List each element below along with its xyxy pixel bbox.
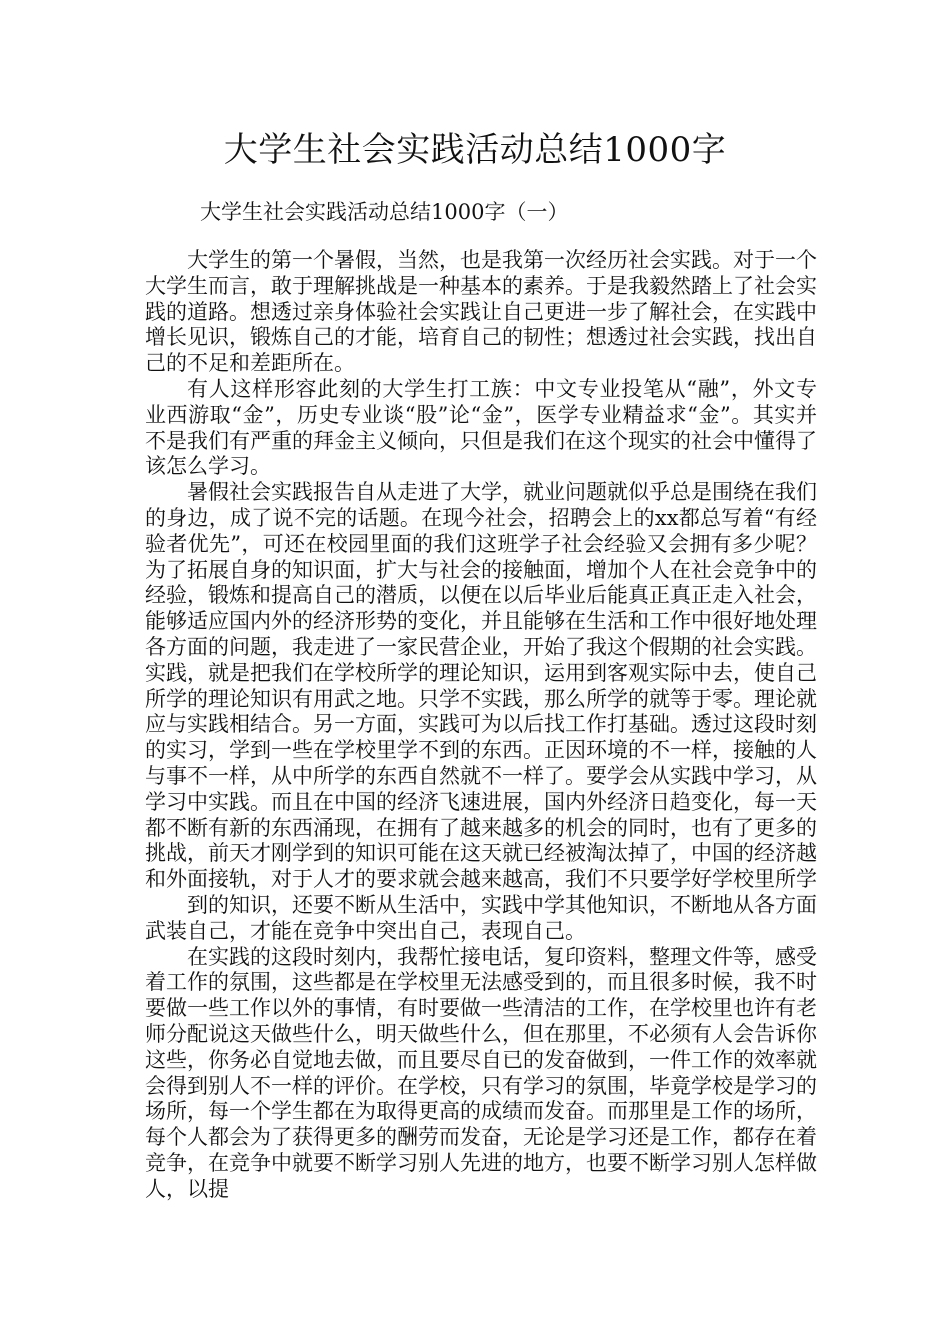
document-title: 大学生社会实践活动总结1000字	[223, 130, 727, 170]
paragraph-3: 暑假社会实践报告自从走进了大学，就业问题就似乎总是围绕在我们的身边，成了说不完的话题。在现今社会，招聘会上的xx都总写着“有经验者优先”，可还在校园里面的我们这班学子社会经验又会拥有多少呢？为了拓展自身的知识面，扩大与社会的接触面，增加个人在社会竞争中的经验，锻炼和提高自己的潜质，以便在以后毕业后能真正真正走入社会，能够适应国内外的经济形势的变化，并且能够在生活和工作中很好地处理各方面的问题，我走进了一家民营企业，开始了我这个假期的社会实践。实践，就是把我们在学校所学的理论知识，运用到客观实际中去，使自己所学的理论知识有用武之地。只学不实践，那么所学的就等于零。理论就应与实践相结合。另一方面，实践可为以后找工作打基础。透过这段时刻的实习，学到一些在学校里学不到的东西。正因环境的不一样，接触的人与事不一样，从中所学的东西自然就不一样了。要学会从实践中学习，从学习中实践。而且在中国的经济飞速进展，国内外经济日趋变化，每一天都不断有新的东西涌现，在拥有了越来越多的机会的同时，也有了更多的挑战，前天才刚学到的知识可能在这天就已经被淘汰掉了，中国的经济越和外面接轨，对于人才的要求就会越来越高，我们不只要学好学校里所学	[145, 480, 817, 892]
section-heading: 大学生社会实践活动总结1000字（一）	[200, 200, 569, 224]
paragraph-4: 到的知识，还要不断从生活中，实践中学其他知识，不断地从各方面武装自己，才能在竞争中突出自己，表现自己。	[145, 892, 817, 943]
document-body	[145, 248, 817, 1202]
paragraph-2: 有人这样形容此刻的大学生打工族：中文专业投笔从“融”，外文专业西游取“金”，历史专业谈“股”论“金”，医学专业精益求“金”。其实并不是我们有严重的拜金主义倾向，只但是我们在这个现实的社会中懂得了该怎么学习。	[145, 376, 817, 479]
paragraph-5: 在实践的这段时刻内，我帮忙接电话，复印资料，整理文件等，感受着工作的氛围，这些都是在学校里无法感受到的，而且很多时候，我不时要做一些工作以外的事情，有时要做一些清洁的工作，在学校里也许有老师分配说这天做些什么，明天做些什么，但在那里，不必须有人会告诉你这些，你务必自觉地去做，而且要尽自已的发奋做到，一件工作的效率就会得到别人不一样的评价。在学校，只有学习的氛围，毕竟学校是学习的场所，每一个学生都在为取得更高的成绩而发奋。而那里是工作的场所，每个人都会为了获得更多的酬劳而发奋，无论是学习还是工作，都存在着竞争，在竞争中就要不断学习别人先进的地方，也要不断学习别人怎样做人，以提	[145, 944, 817, 1201]
paragraph-1: 大学生的第一个暑假，当然，也是我第一次经历社会实践。对于一个大学生而言，敢于理解挑战是一种基本的素养。于是我毅然踏上了社会实践的道路。想透过亲身体验社会实践让自己更进一步了解社会，在实践中增长见识，锻炼自己的才能，培育自己的韧性；想透过社会实践，找出自己的不足和差距所在。	[145, 248, 817, 376]
